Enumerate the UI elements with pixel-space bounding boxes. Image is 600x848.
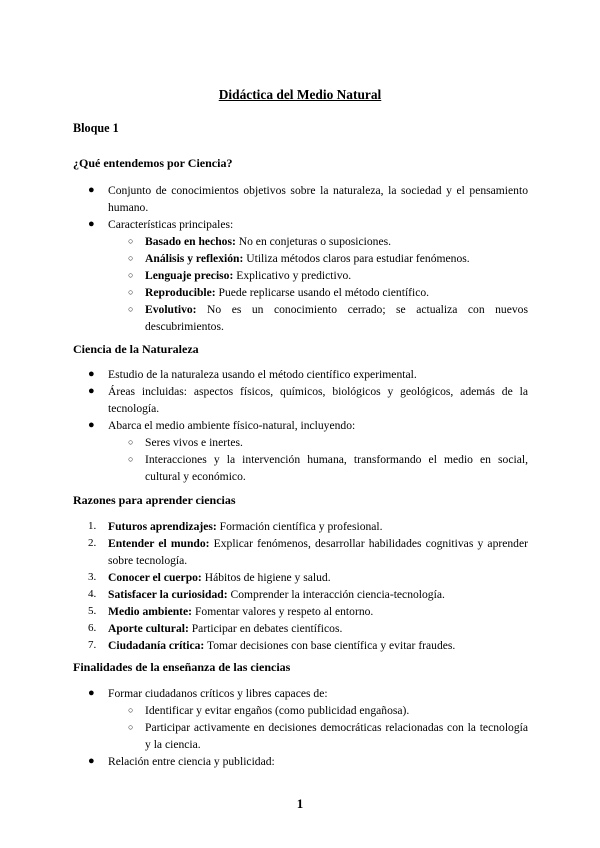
- term-text: Explicativo y predictivo.: [233, 269, 352, 282]
- section-heading-ciencia: ¿Qué entendemos por Ciencia?: [73, 156, 233, 170]
- list-number: 1.: [88, 520, 97, 532]
- list-subitem: [128, 284, 528, 301]
- list-item: [88, 366, 528, 383]
- section-heading-naturaleza: Ciencia de la Naturaleza: [73, 342, 199, 356]
- section-heading-finalidades: Finalidades de la enseñanza de las ciencias: [73, 660, 291, 674]
- circle-bullet-icon: ○: [128, 454, 134, 464]
- term-label: Aporte cultural:: [108, 622, 189, 635]
- bullet-icon: ●: [88, 687, 95, 699]
- section-ciencia-list: [0, 182, 600, 335]
- list-subitem: [128, 702, 528, 719]
- bullet-icon: ●: [88, 184, 95, 196]
- list-item: [88, 637, 528, 654]
- document-title: Didáctica del Medio Natural: [218, 87, 382, 102]
- circle-bullet-icon: ○: [128, 287, 134, 297]
- section-razones-list: [0, 518, 600, 654]
- list-item-text: Áreas incluidas: aspectos físicos, químicos, biológicos y geológicos, además de la tecnología.: [108, 385, 528, 415]
- list-item: [88, 603, 528, 620]
- list-item: [88, 685, 528, 702]
- term-text: Comprender la interacción ciencia-tecnología.: [227, 588, 445, 601]
- term-label: Lenguaje preciso:: [145, 269, 234, 282]
- term-label: Medio ambiente:: [108, 605, 193, 618]
- bullet-icon: ●: [88, 385, 95, 397]
- list-item-text: Seres vivos e inertes.: [145, 436, 243, 449]
- bullet-icon: ●: [88, 419, 95, 431]
- term-text: No en conjeturas o suposiciones.: [235, 235, 392, 248]
- list-item: [88, 753, 528, 770]
- list-item-text: Participar activamente en decisiones democráticas relacionadas con la tecnología y la ciencia.: [145, 721, 528, 751]
- list-item-text: Estudio de la naturaleza usando el método científico experimental.: [108, 368, 417, 381]
- list-item-text: Conjunto de conocimientos objetivos sobre la naturaleza, la sociedad y el pensamiento humano.: [108, 184, 528, 214]
- circle-bullet-icon: ○: [128, 705, 134, 715]
- list-item: [88, 216, 528, 233]
- list-number: 3.: [88, 571, 97, 583]
- term-label: Ciudadanía crítica:: [108, 639, 205, 652]
- bullet-icon: ●: [88, 218, 95, 230]
- list-number: 2.: [88, 537, 97, 549]
- term-text: Tomar decisiones con base científica y evitar fraudes.: [204, 639, 456, 652]
- circle-bullet-icon: ○: [128, 437, 134, 447]
- list-item: [88, 620, 528, 637]
- list-item-text: Abarca el medio ambiente físico-natural, incluyendo:: [108, 419, 356, 432]
- list-subitem: [128, 451, 528, 485]
- list-item: [88, 535, 528, 569]
- term-text: Explicar fenómenos, desarrollar habilidades cognitivas y aprender sobre tecnología.: [108, 537, 528, 567]
- list-item: [88, 417, 528, 434]
- circle-bullet-icon: ○: [128, 722, 134, 732]
- term-text: Formación científica y profesional.: [216, 520, 383, 533]
- term-text: Hábitos de higiene y salud.: [201, 571, 331, 584]
- list-item: [88, 518, 528, 535]
- list-number: 6.: [88, 622, 97, 634]
- term-label: Evolutivo:: [145, 303, 197, 316]
- circle-bullet-icon: ○: [128, 304, 134, 314]
- list-number: 5.: [88, 605, 97, 617]
- list-item: [88, 182, 528, 216]
- list-item-text: Características principales:: [108, 218, 234, 231]
- term-text: Fomentar valores y respeto al entorno.: [192, 605, 374, 618]
- list-subitem: [128, 250, 528, 267]
- section-naturaleza-list: [0, 366, 600, 485]
- term-label: Satisfacer la curiosidad:: [108, 588, 228, 601]
- list-subitem: [128, 233, 528, 250]
- term-label: Futuros aprendizajes:: [108, 520, 217, 533]
- list-item-text: Interacciones y la intervención humana, transformando el medio en social, cultural y económico.: [145, 453, 528, 483]
- list-item-text: Relación entre ciencia y publicidad:: [108, 755, 275, 768]
- list-number: 4.: [88, 588, 97, 600]
- list-subitem: [128, 267, 528, 284]
- list-item: [88, 569, 528, 586]
- section-heading-razones: Razones para aprender ciencias: [73, 493, 236, 507]
- circle-bullet-icon: ○: [128, 253, 134, 263]
- bullet-icon: ●: [88, 755, 95, 767]
- term-label: Reproducible:: [145, 286, 216, 299]
- list-item-text: Identificar y evitar engaños (como publicidad engañosa).: [145, 704, 410, 717]
- block-heading: Bloque 1: [73, 121, 119, 135]
- term-text: Participar en debates científicos.: [188, 622, 343, 635]
- bullet-icon: ●: [88, 368, 95, 380]
- term-label: Análisis y reflexión:: [145, 252, 244, 265]
- term-label: Conocer el cuerpo:: [108, 571, 202, 584]
- list-subitem: [128, 301, 528, 335]
- list-number: 7.: [88, 639, 97, 651]
- term-label: Basado en hechos:: [145, 235, 236, 248]
- list-subitem: [128, 719, 528, 753]
- list-item-text: Formar ciudadanos críticos y libres capaces de:: [108, 687, 328, 700]
- term-text: Puede replicarse usando el método científico.: [215, 286, 430, 299]
- term-label: Entender el mundo:: [108, 537, 210, 550]
- term-text: Utiliza métodos claros para estudiar fenómenos.: [243, 252, 470, 265]
- term-text: No es un conocimiento cerrado; se actualiza con nuevos descubrimientos.: [145, 303, 528, 333]
- page-number: 1: [296, 796, 304, 811]
- list-subitem: [128, 434, 528, 451]
- section-finalidades-list: [0, 685, 600, 770]
- list-item: [88, 586, 528, 603]
- circle-bullet-icon: ○: [128, 236, 134, 246]
- list-item: [88, 383, 528, 417]
- circle-bullet-icon: ○: [128, 270, 134, 280]
